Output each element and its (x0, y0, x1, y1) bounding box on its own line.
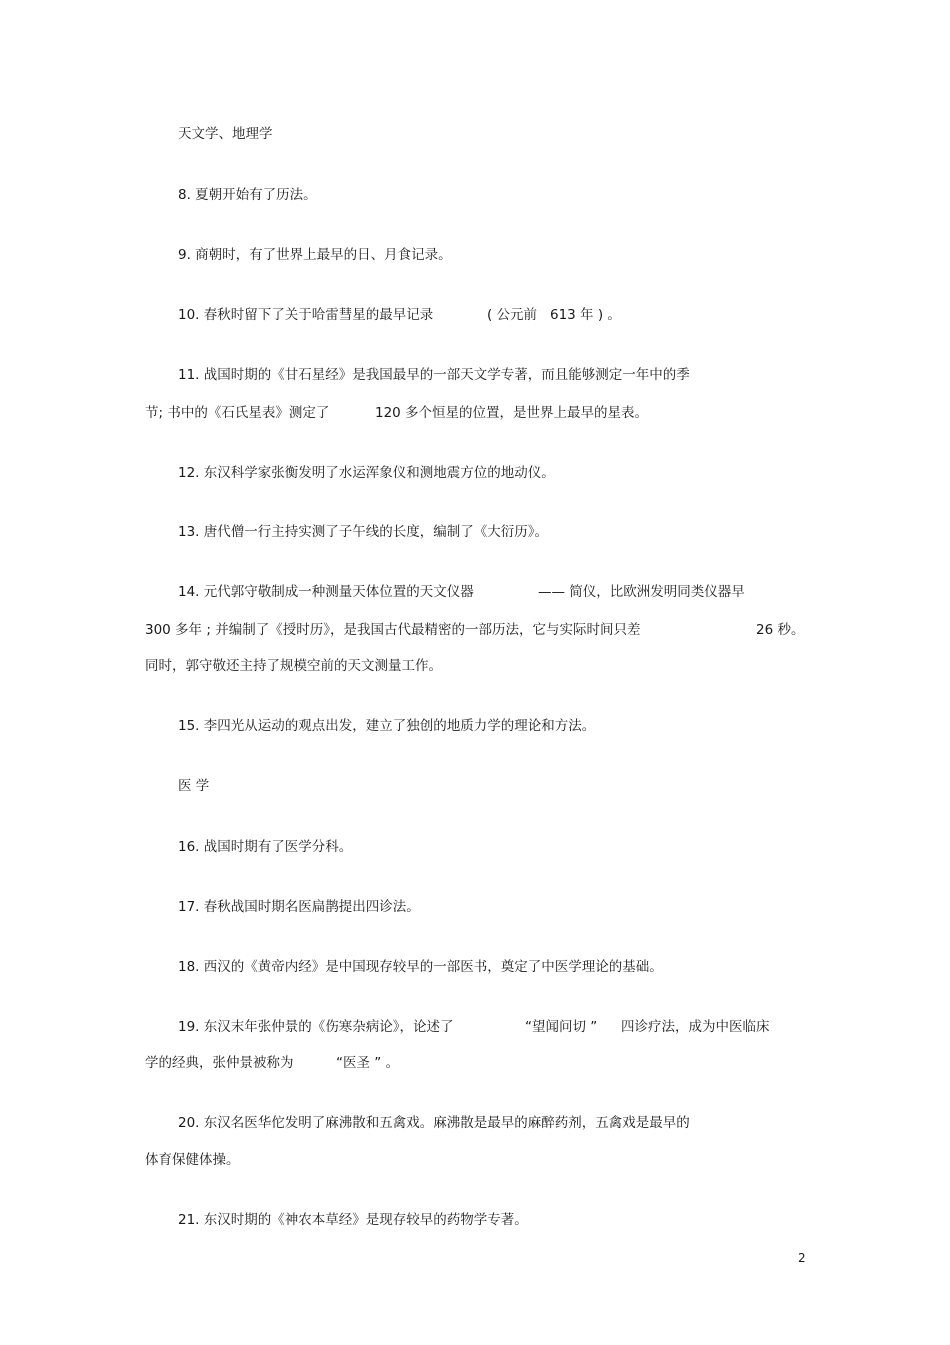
item-19-line-2b: “医圣 ” 。 (336, 1055, 400, 1071)
item-17: 17. 春秋战国时期名医扁鹊提出四诊法。 (178, 899, 420, 915)
item-19-line-1a: 19. 东汉末年张仲景的《伤寒杂病论》，论述了 (178, 1019, 454, 1035)
item-14-line-2a: 300 多年 ; 并编制了《授时历》，是我国古代最精密的一部历法，它与实际时间只差 (145, 622, 641, 638)
item-19-line-2a: 学的经典，张仲景被称为 (145, 1055, 294, 1071)
item-15: 15. 李四光从运动的观点出发，建立了独创的地质力学的理论和方法。 (178, 718, 596, 734)
item-13: 13. 唐代僧一行主持实测了子午线的长度，编制了《大衍历》。 (178, 524, 549, 540)
section-heading-astronomy-geography: 天文学、地理学 (178, 126, 273, 142)
item-10-date-prefix: ( 公元前 (487, 307, 538, 323)
item-9: 9. 商朝时，有了世界上最早的日、月食记录。 (178, 247, 452, 263)
item-12: 12. 东汉科学家张衡发明了水运浑象仪和测地震方位的地动仪。 (178, 465, 555, 481)
item-8: 8. 夏朝开始有了历法。 (178, 187, 317, 203)
item-14-line-1b: —— 简仪，比欧洲发明同类仪器早 (538, 584, 745, 600)
item-11-line-2a: 节; 书中的《石氏星表》测定了 (145, 405, 330, 421)
item-16: 16. 战国时期有了医学分科。 (178, 839, 353, 855)
item-10-date-year: 613 年 ) 。 (550, 307, 621, 323)
item-19-line-1c: 四诊疗法，成为中医临床 (621, 1019, 770, 1035)
item-14-line-1a: 14. 元代郭守敬制成一种测量天体位置的天文仪器 (178, 584, 474, 600)
section-heading-medicine: 医 学 (178, 778, 210, 794)
item-20-line-2: 体育保健体操。 (145, 1152, 240, 1168)
page-number: 2 (798, 1251, 806, 1265)
item-10-text: 10. 春秋时留下了关于哈雷彗星的最早记录 (178, 307, 434, 323)
item-18: 18. 西汉的《黄帝内经》是中国现存较早的一部医书，奠定了中医学理论的基础。 (178, 959, 663, 975)
item-14-line-3: 同时，郭守敬还主持了规模空前的天文测量工作。 (145, 658, 442, 674)
item-19-line-1b: “望闻问切 ” (525, 1019, 598, 1035)
item-20-line-1: 20. 东汉名医华佗发明了麻沸散和五禽戏。麻沸散是最早的麻醉药剂，五禽戏是最早的 (178, 1115, 690, 1131)
item-14-line-2b: 26 秒。 (756, 622, 805, 638)
item-11-line-1: 11. 战国时期的《甘石星经》是我国最早的一部天文学专著，而且能够测定一年中的季 (178, 367, 690, 383)
item-11-line-2b: 120 多个恒星的位置，是世界上最早的星表。 (375, 405, 649, 421)
item-21: 21. 东汉时期的《神农本草经》是现存较早的药物学专著。 (178, 1212, 528, 1228)
